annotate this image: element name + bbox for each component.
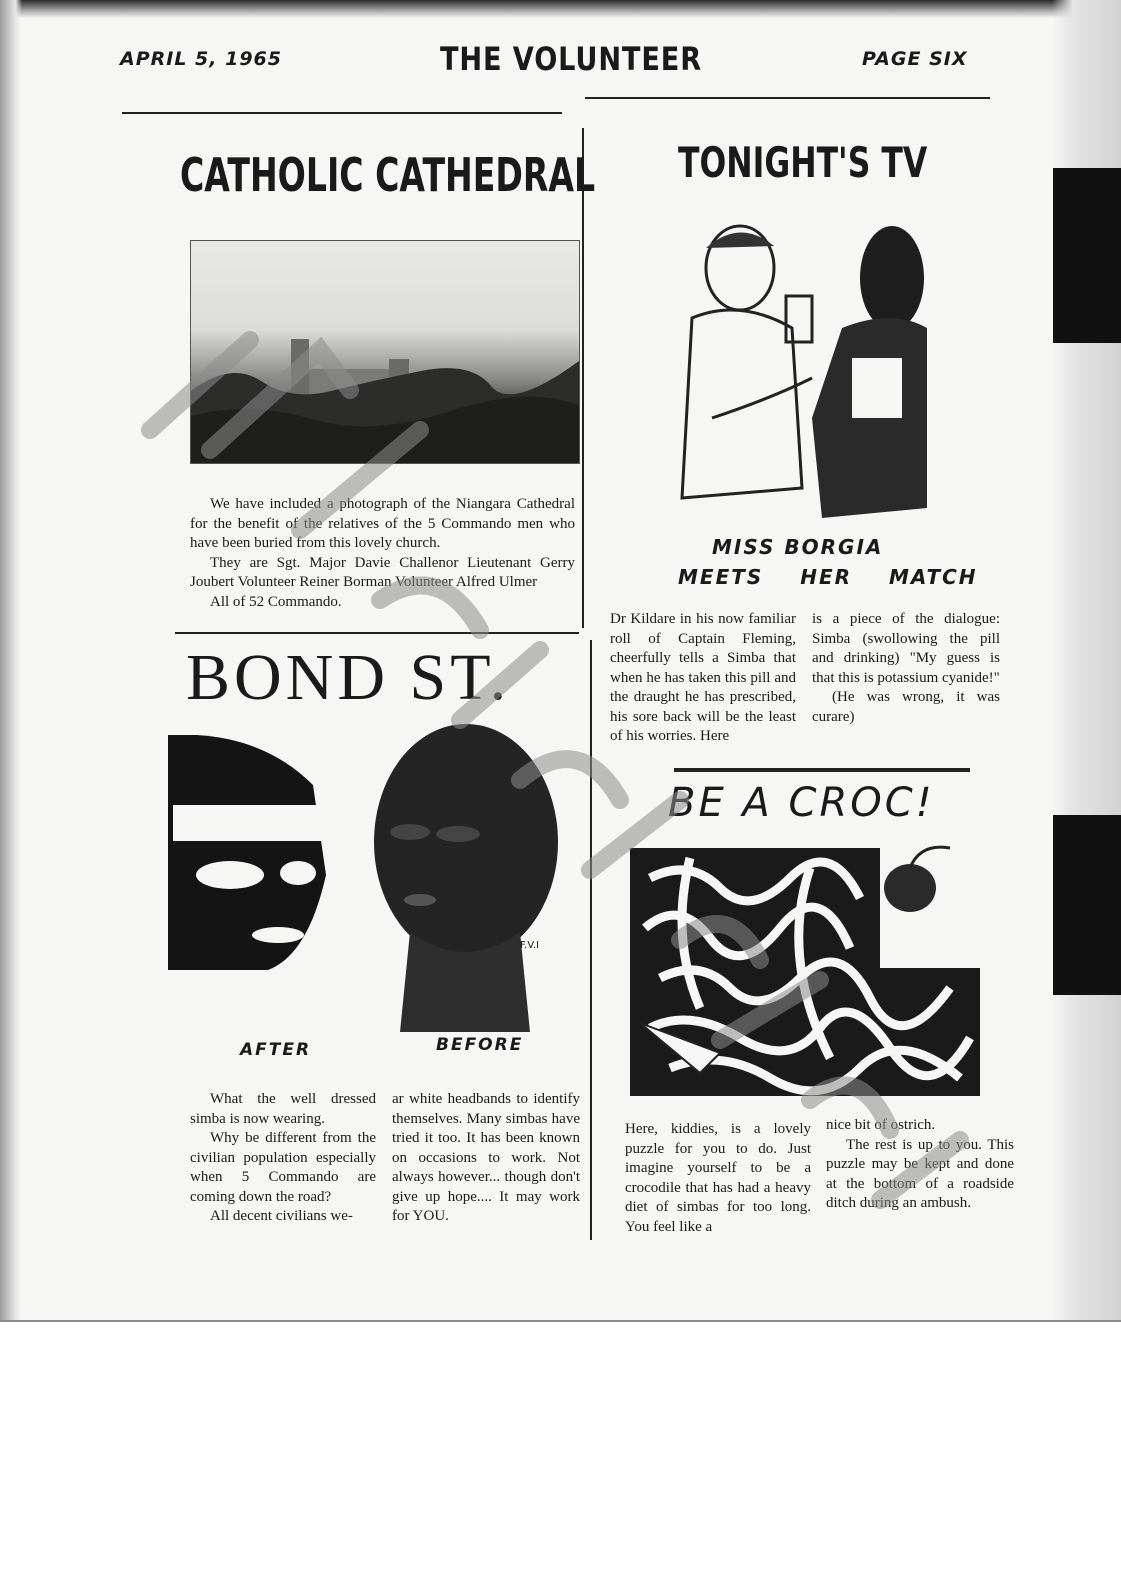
doctor-and-simba-illustration [652,218,932,530]
croc-paragraph: nice bit of ostrich. [826,1117,936,1133]
tv-caption-line2: MEETS HER MATCH [678,565,978,589]
before-label: BEFORE [436,1035,524,1055]
page-edge-top [0,0,1121,18]
cathedral-paragraph: All of 52 Commando. [210,593,342,610]
tv-dialogue: is a piece of the dialogue: Simba (swollowing the pill and drinking) "My guess is that this is potassium cyanide!" [812,611,1000,686]
issue-date: APRIL 5, 1965 [120,48,282,70]
after-face-illustration [168,735,326,970]
bond-top-rule [175,632,579,634]
cathedral-paragraph: They are Sgt. Major Davie Challenor Lieutenant Gerry Joubert Volunteer Reiner Borman Volunteer Alfred Ulmer [190,554,575,590]
bond-text-col2: ar white headbands to identify themselves. Many simbas have tried it too. It has been known on occasions to work. Not always however... though don't give up hope.... It may work for YOU. [392,1091,580,1224]
binder-tab [1053,815,1121,995]
cathedral-photo-image [191,241,579,463]
croc-text-col1: Here, kiddies, is a lovely puzzle for you to do. Just imagine yourself to be a crocodile that has had a heavy diet of simbas for too long. You feel like a [625,1121,811,1235]
croc-top-rule [674,768,970,772]
before-head-illustration [370,722,566,1032]
after-label: AFTER [240,1040,312,1060]
cathedral-headline: CATHOLIC CATHEDRAL [180,148,596,202]
page-number: PAGE SIX [862,48,968,70]
column-divider-lower [590,640,592,1240]
newspaper-title: THE VOLUNTEER [440,40,702,78]
maze-puzzle [630,838,992,1096]
croc-text-col2 [826,1116,1014,1214]
bond-headline: BOND ST. [186,641,511,714]
tv-headline: TONIGHT'S TV [678,138,928,187]
bond-paragraph: What the well dressed simba is now wearing. [190,1091,376,1127]
column-divider-upper [582,128,584,628]
tv-aside: (He was wrong, it was curare) [812,689,1000,725]
binder-tab [1053,168,1121,343]
croc-maze-illustration [630,838,992,1096]
bond-text-col1 [190,1090,376,1227]
artist-signature: F.V.I [520,940,540,951]
tv-text-col2 [812,610,1000,727]
croc-paragraph: The rest is up to you. This puzzle may be kept and done at the bottom of a roadside ditch during an ambush. [826,1136,1014,1211]
cathedral-photo [190,240,580,464]
tv-text-col1: Dr Kildare in his now familiar roll of Captain Fleming, cheerfully tells a Simba that when he has taken this pill and the draught he has prescribed, his sore back will be the least of his worries. Here [610,611,796,744]
cathedral-article [190,495,575,612]
bond-paragraph: All decent civilians we- [210,1208,353,1224]
before-face-illustration [370,722,566,1032]
masthead-rule-right [585,97,990,99]
tv-illustration [652,218,932,530]
bond-paragraph: Why be different from the civilian population especially when 5 Commando are coming down the road? [190,1130,376,1205]
page-edge-left [0,0,22,1320]
masthead-rule-left [122,112,562,114]
cathedral-paragraph: We have included a photograph of the Niangara Cathedral for the benefit of the relatives of the 5 Commando men who have been buried from this lovely church. [190,496,575,551]
tv-caption-line1: MISS BORGIA [712,535,884,559]
after-mask-illustration [168,735,326,970]
croc-headline: BE A CROC! [668,780,935,826]
